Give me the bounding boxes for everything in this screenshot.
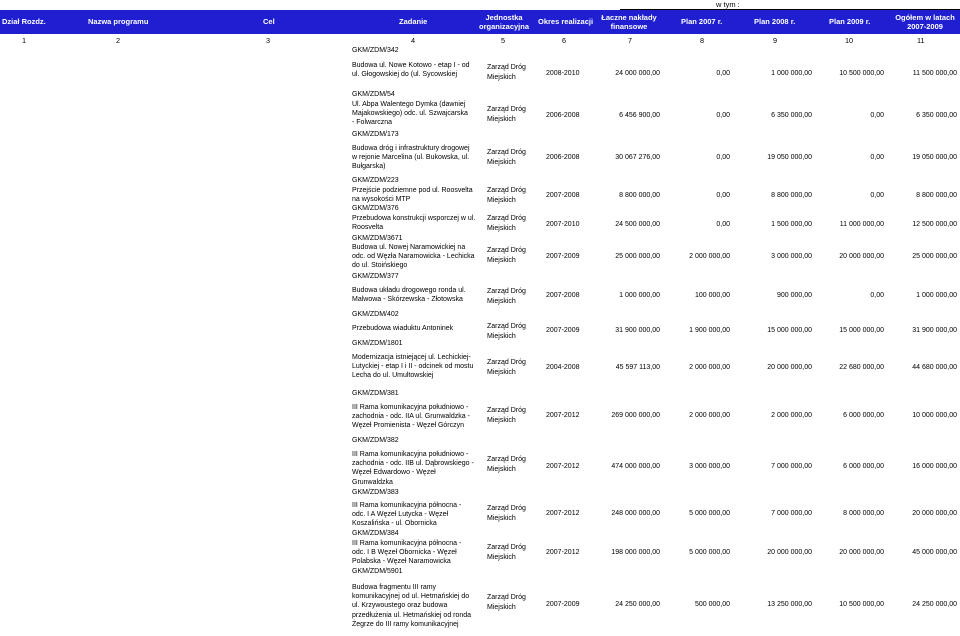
header-zadanie: Zadanie xyxy=(399,17,428,26)
table-row xyxy=(0,98,960,130)
plan-2008: 1 500 000,00 xyxy=(771,221,812,228)
table-row xyxy=(0,352,960,386)
organizational-unit: Zarząd Dróg Miejskich xyxy=(487,456,526,473)
okres-realizacji: 2007-2008 xyxy=(546,292,580,299)
table-row xyxy=(0,56,960,90)
plan-2007: 2 000 000,00 xyxy=(689,412,730,419)
laczne-naklady: 24 000 000,00 xyxy=(615,70,660,77)
plan-2008: 3 000 000,00 xyxy=(771,253,812,260)
plan-2007: 0,00 xyxy=(716,154,730,161)
table-row xyxy=(0,140,960,176)
plan-2007: 0,00 xyxy=(716,221,730,228)
okres-realizacji: 2007-2008 xyxy=(546,192,580,199)
task-code: GKM/ZDM/223 xyxy=(352,177,399,184)
task-code: GKM/ZDM/381 xyxy=(352,390,399,397)
organizational-unit: Zarząd Dróg Miejskich xyxy=(487,544,526,561)
task-code: GKM/ZDM/173 xyxy=(352,131,399,138)
table-row xyxy=(0,401,960,435)
task-description: Budowa ul. Nowej Naramowickiej na odc. od Węzła Naramowicka - Lechicka do ul. Stoińskiego xyxy=(352,244,475,270)
laczne-naklady: 474 000 000,00 xyxy=(611,463,660,470)
plan-2009: 6 000 000,00 xyxy=(843,412,884,419)
task-description: Budowa dróg i infrastruktury drogowej w rejonie Marcelina (ul. Bukowska, ul. Bułgarska) xyxy=(352,145,470,171)
okres-realizacji: 2008-2010 xyxy=(546,70,580,77)
plan-2009: 10 500 000,00 xyxy=(839,601,884,608)
laczne-naklady: 269 000 000,00 xyxy=(611,412,660,419)
task-description: III Rama komunikacyjna południowo - zachodnia - odc. IIB ul. Dąbrowskiego - Węzeł Edwardowo - Węzeł Grunwaldzka xyxy=(352,451,474,486)
header-cel: Cel xyxy=(263,17,275,26)
task-description: Budowa ul. Nowe Kotowo - etap I - od ul. Głogowskiej do (ul. Sycowskiej xyxy=(352,62,470,79)
plan-2007: 5 000 000,00 xyxy=(689,510,730,517)
laczne-naklady: 248 000 000,00 xyxy=(611,510,660,517)
table-row xyxy=(0,183,960,207)
plan-2009: 6 000 000,00 xyxy=(843,463,884,470)
ogolem: 10 000 000,00 xyxy=(912,412,957,419)
plan-2008: 7 000 000,00 xyxy=(771,463,812,470)
plan-2008: 6 350 000,00 xyxy=(771,112,812,119)
task-code: GKM/ZDM/382 xyxy=(352,437,399,444)
table-row xyxy=(0,318,960,342)
ogolem: 24 250 000,00 xyxy=(912,601,957,608)
ogolem: 8 800 000,00 xyxy=(916,192,957,199)
task-description: III Rama komunikacyjna północna - odc. I A Węzeł Lutycka - Węzeł Koszalińska - ul. Obornicka xyxy=(352,502,462,528)
plan-2007: 0,00 xyxy=(716,112,730,119)
task-description: Przebudowa konstrukcji wsporczej w ul. Roosvelta xyxy=(352,215,476,232)
column-number-row xyxy=(0,36,960,47)
header-nazwa: Nazwa programu xyxy=(88,17,149,26)
task-code: GKM/ZDM/5901 xyxy=(352,568,403,575)
ogolem: 44 680 000,00 xyxy=(912,364,957,371)
laczne-naklady: 1 000 000,00 xyxy=(619,292,660,299)
task-description: Ul. Abpa Walentego Dymka (dawniej Majakowskiego) odc. ul. Szwajcarska - Folwarczna xyxy=(352,101,468,127)
task-code: GKM/ZDM/54 xyxy=(352,91,395,98)
col-num-11: 11 xyxy=(917,36,925,45)
table-row xyxy=(0,212,960,236)
plan-2008: 2 000 000,00 xyxy=(771,412,812,419)
plan-2009: 10 500 000,00 xyxy=(839,70,884,77)
task-code: GKM/ZDM/377 xyxy=(352,273,399,280)
plan-2007: 0,00 xyxy=(716,192,730,199)
table-row xyxy=(0,449,960,485)
okres-realizacji: 2006-2008 xyxy=(546,112,580,119)
okres-realizacji: 2004-2008 xyxy=(546,364,580,371)
col-num-10: 10 xyxy=(845,36,854,45)
ogolem: 31 900 000,00 xyxy=(912,327,957,334)
okres-realizacji: 2007-2009 xyxy=(546,601,580,608)
col-num-5: 5 xyxy=(501,36,506,45)
laczne-naklady: 45 597 113,00 xyxy=(615,364,660,371)
plan-2009: 0,00 xyxy=(870,154,884,161)
header-ogolem: Ogółem w latach 2007-2009 xyxy=(895,13,955,31)
col-num-8: 8 xyxy=(700,36,705,45)
header-plan-2008: Plan 2008 r. xyxy=(754,17,796,26)
plan-2009: 0,00 xyxy=(870,292,884,299)
laczne-naklady: 25 000 000,00 xyxy=(615,253,660,260)
organizational-unit: Zarząd Dróg Miejskich xyxy=(487,594,526,611)
task-description: III Rama komunikacyjna południowo - zachodnia - odc. IIA ul. Grunwaldzka - Węzeł Promienista - Węzeł Górczyn xyxy=(352,404,470,430)
plan-2009: 8 000 000,00 xyxy=(843,510,884,517)
plan-2009: 0,00 xyxy=(870,192,884,199)
plan-2008: 1 000 000,00 xyxy=(771,70,812,77)
organizational-unit: Zarząd Dróg Miejskich xyxy=(487,288,526,305)
laczne-naklady: 30 067 276,00 xyxy=(615,154,660,161)
ogolem: 20 000 000,00 xyxy=(912,510,957,517)
organizational-unit: Zarząd Dróg Miejskich xyxy=(487,187,526,204)
ogolem: 25 000 000,00 xyxy=(912,253,957,260)
organizational-unit: Zarząd Dróg Miejskich xyxy=(487,505,526,522)
okres-realizacji: 2007-2010 xyxy=(546,221,580,228)
plan-2009: 22 680 000,00 xyxy=(839,364,884,371)
plan-2008: 20 000 000,00 xyxy=(767,364,812,371)
table-row xyxy=(0,538,960,568)
organizational-unit: Zarząd Dróg Miejskich xyxy=(487,407,526,424)
okres-realizacji: 2006-2008 xyxy=(546,154,580,161)
header-laczne: Łaczne nakłady finansowe xyxy=(601,13,657,31)
task-description: Przejście podziemne pod ul. Roosvelta na wysokości MTP xyxy=(352,187,473,204)
plan-2007: 2 000 000,00 xyxy=(689,253,730,260)
task-description: Budowa fragmentu III ramy komunikacyjnej od ul. Hetmańskiej do ul. Krzywoustego oraz budowa przedłużenia ul. Hetmańskiej od ronda Żegrze do III ramy komunikacyjnej xyxy=(352,584,472,628)
okres-realizacji: 2007-2012 xyxy=(546,549,580,556)
col-num-2: 2 xyxy=(116,36,121,45)
plan-2009: 11 000 000,00 xyxy=(839,221,884,228)
table-row xyxy=(0,242,960,274)
laczne-naklady: 24 250 000,00 xyxy=(615,601,660,608)
header-w-tym: w tym : xyxy=(716,0,740,9)
plan-2008: 7 000 000,00 xyxy=(771,510,812,517)
okres-realizacji: 2007-2009 xyxy=(546,253,580,260)
header-jednostka: Jednostka organizacyjna xyxy=(478,13,530,31)
okres-realizacji: 2007-2012 xyxy=(546,412,580,419)
task-code: GKM/ZDM/342 xyxy=(352,47,399,54)
header-okres: Okres realizacji xyxy=(538,17,594,26)
col-num-3: 3 xyxy=(266,36,271,45)
plan-2009: 0,00 xyxy=(870,112,884,119)
okres-realizacji: 2007-2009 xyxy=(546,327,580,334)
laczne-naklady: 24 500 000,00 xyxy=(615,221,660,228)
col-num-9: 9 xyxy=(773,36,778,45)
header-plan-2007: Plan 2007 r. xyxy=(681,17,723,26)
task-description: Przebudowa wiaduktu Antoninek xyxy=(352,325,454,332)
organizational-unit: Zarząd Dróg Miejskich xyxy=(487,64,526,81)
organizational-unit: Zarząd Dróg Miejskich xyxy=(487,106,526,123)
table-row xyxy=(0,284,960,308)
task-code: GKM/ZDM/376 xyxy=(352,205,399,212)
plan-2007: 3 000 000,00 xyxy=(689,463,730,470)
laczne-naklady: 8 800 000,00 xyxy=(619,192,660,199)
col-num-4: 4 xyxy=(411,36,416,45)
organizational-unit: Zarząd Dróg Miejskich xyxy=(487,323,526,340)
plan-2007: 5 000 000,00 xyxy=(689,549,730,556)
table-header xyxy=(0,0,960,36)
plan-2008: 15 000 000,00 xyxy=(767,327,812,334)
ogolem: 11 500 000,00 xyxy=(912,70,957,77)
laczne-naklady: 198 000 000,00 xyxy=(611,549,660,556)
plan-2009: 20 000 000,00 xyxy=(839,253,884,260)
organizational-unit: Zarząd Dróg Miejskich xyxy=(487,149,526,166)
task-description: Budowa układu drogowego ronda ul. Malwowa - Skórzewska - Złotowska xyxy=(352,287,466,304)
plan-2008: 19 050 000,00 xyxy=(767,154,812,161)
task-code: GKM/ZDM/383 xyxy=(352,489,399,496)
table-row xyxy=(0,582,960,628)
plan-2007: 500 000,00 xyxy=(694,601,730,608)
task-code: GKM/ZDM/3671 xyxy=(352,235,403,242)
laczne-naklady: 6 456 900,00 xyxy=(619,112,660,119)
task-code: GKM/ZDM/402 xyxy=(352,311,399,318)
task-description: III Rama komunikacyjna północna - odc. I B Węzeł Obornicka - Węzeł Polabska - Węzeł Naramowicka xyxy=(352,540,462,566)
okres-realizacji: 2007-2012 xyxy=(546,510,580,517)
organizational-unit: Zarząd Dróg Miejskich xyxy=(487,215,526,232)
plan-2008: 13 250 000,00 xyxy=(767,601,812,608)
ogolem: 19 050 000,00 xyxy=(912,154,957,161)
ogolem: 16 000 000,00 xyxy=(912,463,957,470)
organizational-unit: Zarząd Dróg Miejskich xyxy=(487,359,526,376)
ogolem: 12 500 000,00 xyxy=(912,221,957,228)
task-description: Modernizacja istniejącej ul. Lechickiej-Lutyckiej - etap I i II - odcinek od mostu Lecha do ul. Umultowskiej xyxy=(352,354,474,380)
col-num-6: 6 xyxy=(562,36,567,45)
plan-2009: 20 000 000,00 xyxy=(839,549,884,556)
table-row xyxy=(0,499,960,529)
plan-2007: 100 000,00 xyxy=(694,292,730,299)
okres-realizacji: 2007-2012 xyxy=(546,463,580,470)
laczne-naklady: 31 900 000,00 xyxy=(615,327,660,334)
col-num-7: 7 xyxy=(628,36,633,45)
task-code: GKM/ZDM/1801 xyxy=(352,340,403,347)
col-num-1: 1 xyxy=(22,36,27,45)
ogolem: 1 000 000,00 xyxy=(916,292,957,299)
plan-2008: 8 800 000,00 xyxy=(771,192,812,199)
plan-2007: 2 000 000,00 xyxy=(689,364,730,371)
ogolem: 45 000 000,00 xyxy=(912,549,957,556)
organizational-unit: Zarząd Dróg Miejskich xyxy=(487,247,526,264)
header-dzial: Dział Rozdz. xyxy=(2,17,46,26)
plan-2007: 1 900 000,00 xyxy=(689,327,730,334)
plan-2007: 0,00 xyxy=(716,70,730,77)
plan-2009: 15 000 000,00 xyxy=(839,327,884,334)
plan-2008: 900 000,00 xyxy=(776,292,812,299)
plan-2008: 20 000 000,00 xyxy=(767,549,812,556)
ogolem: 6 350 000,00 xyxy=(916,112,957,119)
header-plan-2009: Plan 2009 r. xyxy=(829,17,871,26)
task-code: GKM/ZDM/384 xyxy=(352,530,399,537)
